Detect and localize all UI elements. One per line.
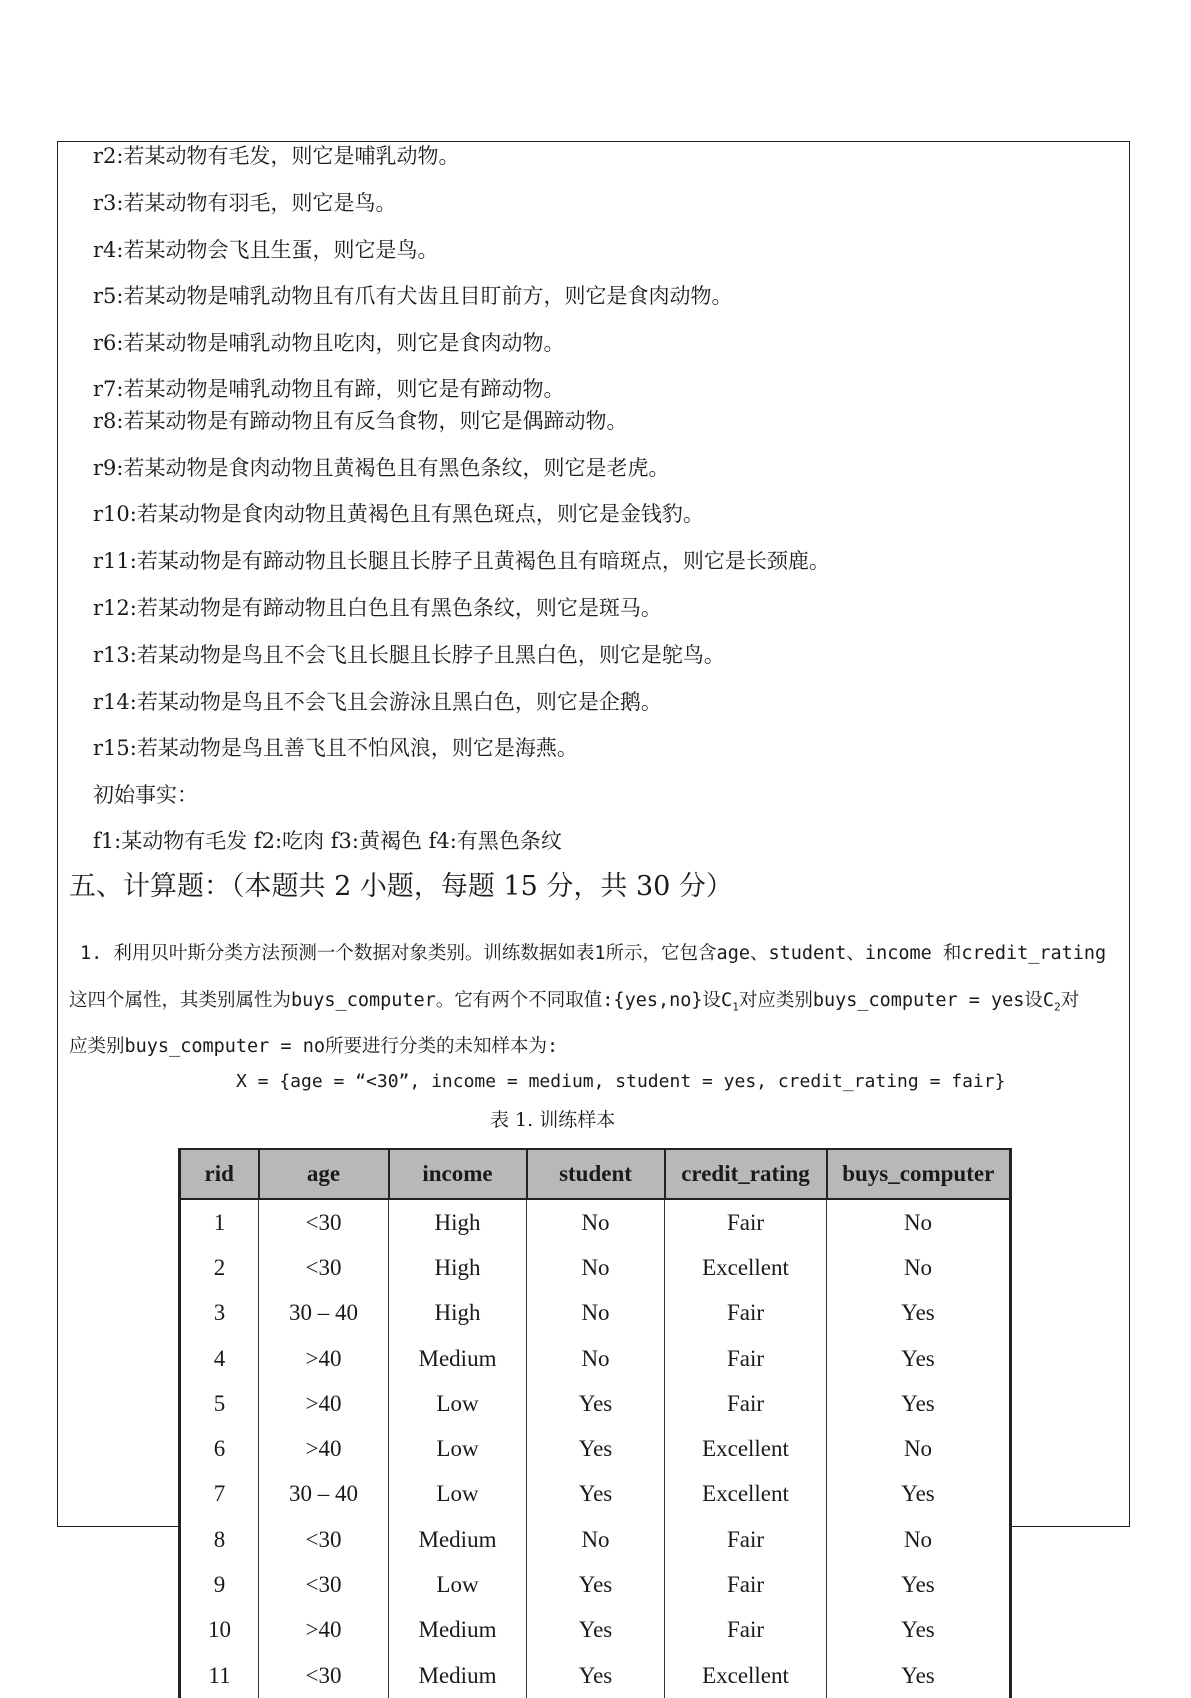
cell-student: Yes — [527, 1608, 665, 1653]
cell-age: <30 — [259, 1562, 389, 1607]
cell-student: Yes — [527, 1562, 665, 1607]
question-line-1: 1. 利用贝叶斯分类方法预测一个数据对象类别。训练数据如表1所示，它包含age、student、income 和credit_rating — [80, 943, 1107, 964]
cell-buys-computer: No — [827, 1245, 1011, 1290]
cell-rid: 11 — [180, 1653, 259, 1698]
cell-buys-computer: Yes — [827, 1608, 1011, 1653]
header-credit-rating: credit_rating — [665, 1149, 827, 1199]
cell-buys-computer: No — [827, 1426, 1011, 1471]
cell-buys-computer: Yes — [827, 1472, 1011, 1517]
header-buys-computer: buys_computer — [827, 1149, 1011, 1199]
table-row — [180, 1608, 1011, 1653]
cell-income: High — [389, 1245, 527, 1290]
rule-r13: r13:若某动物是鸟且不会飞且长腿且长脖子且黑白色，则它是鸵鸟。 — [93, 643, 725, 667]
rule-r5: r5:若某动物是哺乳动物且有爪有犬齿且目盯前方，则它是食肉动物。 — [93, 284, 733, 308]
cell-age: 30 – 40 — [259, 1291, 389, 1336]
question-line-3: 应类别buys_computer = no所要进行分类的未知样本为: — [69, 1036, 559, 1057]
cell-rid: 2 — [180, 1245, 259, 1290]
cell-credit-rating: Excellent — [665, 1472, 827, 1517]
cell-rid: 5 — [180, 1381, 259, 1426]
cell-credit-rating: Fair — [665, 1381, 827, 1426]
cell-credit-rating: Excellent — [665, 1426, 827, 1471]
table-row — [180, 1653, 1011, 1698]
question-line-2: 这四个属性，其类别属性为buys_computer。它有两个不同取值:{yes,no}设$C_1$对应类别buys_computer = yes设$C_2$对 — [69, 990, 1080, 1014]
cell-student: No — [527, 1199, 665, 1245]
unknown-sample: X = {age = “<30”, income = medium, student = yes, credit_rating = fair} — [236, 1071, 1006, 1092]
cell-age: <30 — [259, 1517, 389, 1562]
cell-credit-rating: Excellent — [665, 1653, 827, 1698]
cell-credit-rating: Fair — [665, 1562, 827, 1607]
rule-r15: r15:若某动物是鸟且善飞且不怕风浪，则它是海燕。 — [93, 736, 578, 760]
rule-r4: r4:若某动物会飞且生蛋，则它是鸟。 — [93, 238, 439, 262]
rule-r11: r11:若某动物是有蹄动物且长腿且长脖子且黄褐色且有暗斑点，则它是长颈鹿。 — [93, 549, 830, 573]
header-rid: rid — [180, 1149, 259, 1199]
rule-r2: r2:若某动物有毛发，则它是哺乳动物。 — [93, 144, 460, 168]
rule-r12: r12:若某动物是有蹄动物且白色且有黑色条纹，则它是斑马。 — [93, 596, 662, 620]
cell-student: Yes — [527, 1472, 665, 1517]
cell-buys-computer: Yes — [827, 1291, 1011, 1336]
cell-age: <30 — [259, 1199, 389, 1245]
cell-income: Medium — [389, 1517, 527, 1562]
cell-rid: 1 — [180, 1199, 259, 1245]
cell-age: 30 – 40 — [259, 1472, 389, 1517]
cell-buys-computer: Yes — [827, 1336, 1011, 1381]
cell-age: <30 — [259, 1245, 389, 1290]
cell-credit-rating: Excellent — [665, 1245, 827, 1290]
cell-income: Medium — [389, 1608, 527, 1653]
cell-rid: 8 — [180, 1517, 259, 1562]
rule-r8: r8:若某动物是有蹄动物且有反刍食物，则它是偶蹄动物。 — [93, 409, 628, 433]
table-row — [180, 1291, 1011, 1336]
rule-r10: r10:若某动物是食肉动物且黄褐色且有黑色斑点，则它是金钱豹。 — [93, 502, 704, 526]
cell-buys-computer: No — [827, 1199, 1011, 1245]
cell-credit-rating: Fair — [665, 1291, 827, 1336]
header-age: age — [259, 1149, 389, 1199]
table-row — [180, 1517, 1011, 1562]
cell-income: Low — [389, 1472, 527, 1517]
cell-rid: 3 — [180, 1291, 259, 1336]
rule-r6: r6:若某动物是哺乳动物且吃肉，则它是食肉动物。 — [93, 331, 565, 355]
table-row — [180, 1199, 1011, 1245]
cell-student: Yes — [527, 1653, 665, 1698]
rule-r3: r3:若某动物有羽毛，则它是鸟。 — [93, 191, 397, 215]
table-row — [180, 1245, 1011, 1290]
table-header-row — [180, 1149, 1011, 1199]
cell-student: Yes — [527, 1381, 665, 1426]
cell-buys-computer: No — [827, 1517, 1011, 1562]
cell-income: Low — [389, 1426, 527, 1471]
cell-rid: 10 — [180, 1608, 259, 1653]
cell-income: Medium — [389, 1336, 527, 1381]
cell-student: Yes — [527, 1426, 665, 1471]
cell-age: >40 — [259, 1608, 389, 1653]
cell-buys-computer: Yes — [827, 1653, 1011, 1698]
cell-age: <30 — [259, 1653, 389, 1698]
cell-credit-rating: Fair — [665, 1608, 827, 1653]
cell-credit-rating: Fair — [665, 1199, 827, 1245]
cell-age: >40 — [259, 1336, 389, 1381]
cell-student: No — [527, 1291, 665, 1336]
cell-student: No — [527, 1517, 665, 1562]
table-row — [180, 1472, 1011, 1517]
cell-credit-rating: Fair — [665, 1517, 827, 1562]
cell-income: High — [389, 1199, 527, 1245]
cell-student: No — [527, 1336, 665, 1381]
cell-age: >40 — [259, 1426, 389, 1471]
table-row — [180, 1336, 1011, 1381]
rule-r14: r14:若某动物是鸟且不会飞且会游泳且黑白色，则它是企鹅。 — [93, 690, 662, 714]
rule-r7: r7:若某动物是哺乳动物且有蹄，则它是有蹄动物。 — [93, 377, 565, 401]
cell-income: Medium — [389, 1653, 527, 1698]
cell-rid: 9 — [180, 1562, 259, 1607]
cell-income: High — [389, 1291, 527, 1336]
cell-credit-rating: Fair — [665, 1336, 827, 1381]
cell-income: Low — [389, 1562, 527, 1607]
initial-facts: f1:某动物有毛发 f2:吃肉 f3:黄褐色 f4:有黑色条纹 — [93, 829, 562, 853]
header-income: income — [389, 1149, 527, 1199]
rule-r9: r9:若某动物是食肉动物且黄褐色且有黑色条纹，则它是老虎。 — [93, 456, 670, 480]
table-row — [180, 1562, 1011, 1607]
table-row — [180, 1381, 1011, 1426]
cell-income: Low — [389, 1381, 527, 1426]
header-student: student — [527, 1149, 665, 1199]
cell-buys-computer: Yes — [827, 1562, 1011, 1607]
cell-student: No — [527, 1245, 665, 1290]
training-table — [178, 1148, 1012, 1698]
table-row — [180, 1426, 1011, 1471]
facts-label: 初始事实： — [93, 783, 198, 807]
cell-rid: 7 — [180, 1472, 259, 1517]
cell-age: >40 — [259, 1381, 389, 1426]
cell-rid: 4 — [180, 1336, 259, 1381]
section-heading: 五、计算题：（本题共 2 小题，每题 15 分，共 30 分） — [69, 871, 733, 902]
table-caption: 表 1. 训练样本 — [490, 1109, 616, 1131]
cell-buys-computer: Yes — [827, 1381, 1011, 1426]
cell-rid: 6 — [180, 1426, 259, 1471]
